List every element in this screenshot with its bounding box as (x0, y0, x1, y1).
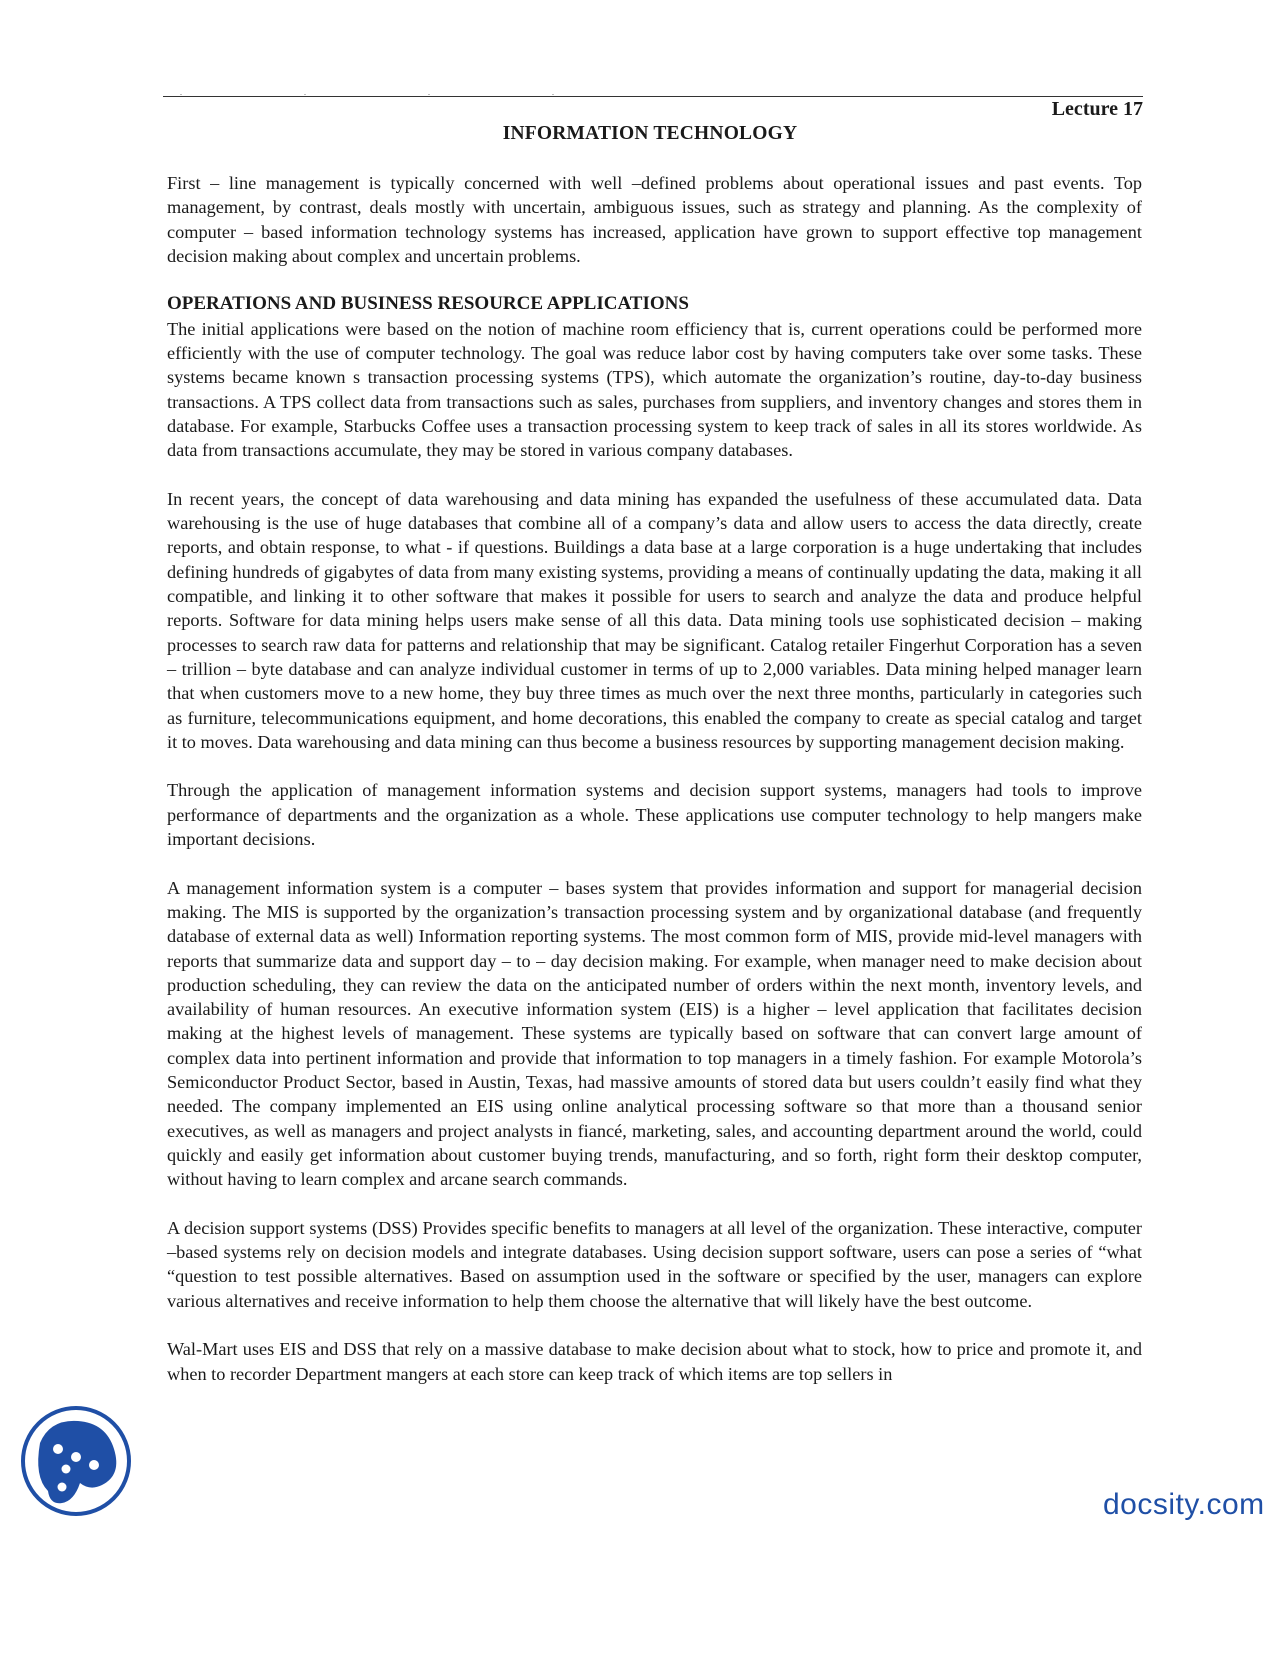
paragraph-mis: A management information system is a computer – bases system that provides information and support for managerial decision making. The MIS is supported by the organization’s transaction processing system and by organizational database (and frequently database of external data as well) Information reporting systems. The most common form of MIS, provide mid-level managers with reports that summarize data and support day – to – day decision making. For example, when manager need to make decision about production scheduling, they can review the data on the anticipated number of orders within the next month, inventory levels, and availability of human resources. An executive information system (EIS) is a higher – level application that facilitates decision making at the highest levels of management. These systems are typically based on software that can convert large amount of complex data into pertinent information and provide that information to top managers in a timely fashion. For example Motorola’s Semiconductor Product Sector, based in Austin, Texas, had massive amounts of stored data but users couldn’t easily find what they needed. The company implemented an EIS using online analytical processing software so that more than a thousand senior executives, as well as managers and project analysts in fiancé, marketing, sales, and accounting department around the world, could quickly and easily get information about customer buying trends, manufacturing, and so forth, right form their desktop computer, without having to learn complex and arcane search commands. (167, 877, 1142, 1190)
paragraph-intro: First – line management is typically concerned with well –defined problems about operational issues and past events. Top management, by contrast, deals mostly with uncertain, ambiguous issues, such as strategy and planning. As the complexity of computer – based information technology systems has increased, application have grown to support effective top management decision making about complex and uncertain problems. (167, 173, 1142, 266)
docsity-logo-icon (20, 1405, 132, 1517)
paragraph-walmart: Wal-Mart uses EIS and DSS that rely on a massive database to make decision about what to stock, how to price and promote it, and when to recorder Department mangers at each store can keep track of which items are top sellers in (167, 1339, 1142, 1384)
lecture-number: Lecture 17 (1051, 98, 1143, 120)
section-heading: OPERATIONS AND BUSINESS RESOURCE APPLICATIONS (167, 293, 689, 315)
docsity-watermark: docsity.com (1103, 1488, 1265, 1521)
document-body (167, 171, 1142, 1410)
paragraph-mis-dss-intro: Through the application of management information systems and decision support systems, managers had tools to improve performance of departments and the organization as a whole. These applications use computer technology to help mangers make important decisions. (167, 780, 1142, 850)
paragraph-dss: A decision support systems (DSS) Provides specific benefits to managers at all level of the organization. These interactive, computer –based systems rely on decision models and integrate databases. Using decision support software, users can pose a series of “what “question to test possible alternatives. Based on assumption used in the software or specified by the user, managers can explore various alternatives and receive information to help them choose the alternative that will likely have the best outcome. (167, 1217, 1142, 1311)
paragraph-data-warehousing: In recent years, the concept of data warehousing and data mining has expanded the usefulness of these accumulated data. Data warehousing is the use of huge databases that combine all of a company’s data and allow users to access the data directly, create reports, and obtain response, to what - if questions. Buildings a data base at a large corporation is a huge undertaking that includes defining hundreds of gigabytes of data from many existing systems, providing a means of continually updating the data, making it all compatible, and linking it to other software that makes it possible for users to search and analyze the data and produce helpful reports. Software for data mining helps users make sense of all this data. Data mining tools use sophisticated decision – making processes to search raw data for patterns and relationship that may be significant. Catalog retailer Fingerhut Corporation has a seven – trillion – byte database and can analyze individual customer in terms of up to 2,000 variables. Data mining helped manager learn that when customers move to a new home, they buy three times as much over the next three months, particularly in categories such as furniture, telecommunications equipment, and home decorations, this enabled the company to create as special catalog and target it to moves. Data warehousing and data mining can thus become a business resources by supporting management decision making. (167, 488, 1142, 752)
paragraph-tps: The initial applications were based on the notion of machine room efficiency that is, current operations could be performed more efficiently with the use of computer technology. The goal was reduce labor cost by having computers take over some tasks. These systems became known s transaction processing systems (TPS), which automate the organization’s routine, day-to-day business transactions. A TPS collect data from transactions such as sales, purchases from suppliers, and inventory changes and stores them in database. For example, Starbucks Coffee uses a transaction processing system to keep track of sales in all its stores worldwide. As data from transactions accumulate, they may be stored in various company databases. (167, 318, 1142, 461)
header-rule (163, 96, 1143, 97)
header-specks: . . . . (180, 88, 614, 97)
page-title: INFORMATION TECHNOLOGY (502, 123, 798, 144)
